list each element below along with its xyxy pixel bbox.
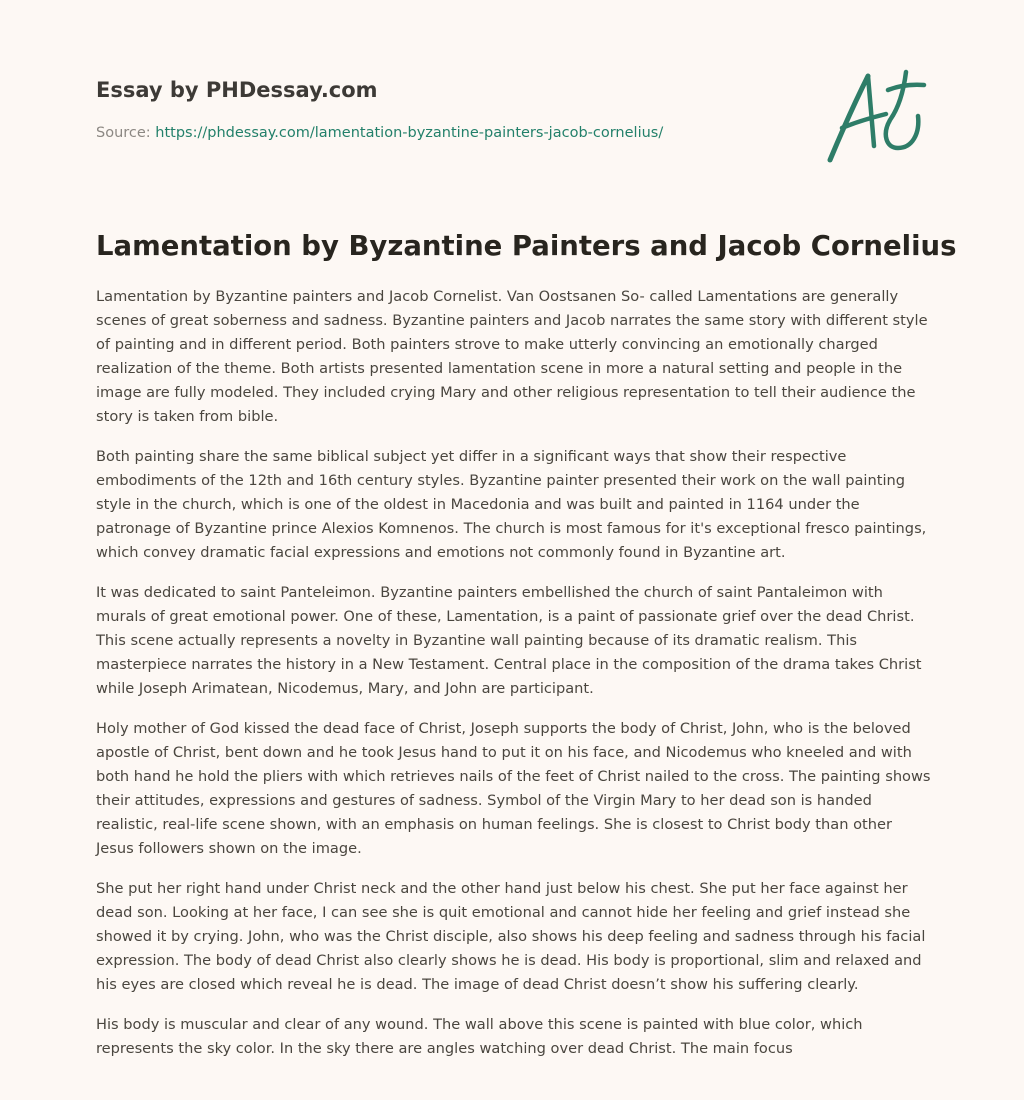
essay-paragraph: His body is muscular and clear of any wound. The wall above this scene is painted with blue color, which represents the sky color. In the sky there are angles watching over dead Christ. The main focus <box>96 1016 863 1057</box>
essay-body <box>96 285 932 1077</box>
essay-header <box>96 74 816 141</box>
site-brand: Essay by PHDessay.com <box>96 78 378 102</box>
essay-title: Lamentation by Byzantine Painters and Jacob Cornelius <box>96 230 957 262</box>
essay-paragraph: She put her right hand under Christ neck and the other hand just below his chest. She put her face against her dead son. Looking at her face, I can see she is quit emotional and cannot hide her feeling and grief instead she showed it by crying. John, who was the Christ disciple, also shows his deep feeling and sadness through his facial expression. The body of dead Christ also clearly shows he is dead. His body is proportional, slim and relaxed and his eyes are closed which reveal he is dead. The image of dead Christ doesn’t show his suffering clearly. <box>96 880 926 993</box>
a-plus-logo-icon <box>820 68 928 166</box>
essay-paragraph: Lamentation by Byzantine painters and Jacob Cornelist. Van Oostsanen So- called Lamentations are generally scenes of great soberness and sadness. Byzantine painters and Jacob narrates the same story with different style of painting and in different period. Both painters strove to make utterly convincing an emotionally charged realization of the theme. Both artists presented lamentation scene in more a natural setting and people in the image are fully modeled. They included crying Mary and other religious representation to tell their audience the story is taken from bible. <box>96 288 928 425</box>
source-label: Source: <box>96 125 151 141</box>
essay-paragraph: Both painting share the same biblical subject yet differ in a significant ways that show their respective embodiments of the 12th and 16th century styles. Byzantine painter presented their work on the wall painting style in the church, which is one of the oldest in Macedonia and was built and painted in 1164 under the patronage of Byzantine prince Alexios Komnenos. The church is most famous for it's exceptional fresco paintings, which convey dramatic facial expressions and emotions not commonly found in Byzantine art. <box>96 448 927 561</box>
essay-paragraph: Holy mother of God kissed the dead face of Christ, Joseph supports the body of Christ, John, who is the beloved apostle of Christ, bent down and he took Jesus hand to put it on his face, and Nicodemus who kneeled and with both hand he hold the pliers with which retrieves nails of the feet of Christ nailed to the cross. The painting shows their attitudes, expressions and gestures of sadness. Symbol of the Virgin Mary to her dead son is handed realistic, real-life scene shown, with an emphasis on human feelings. She is closest to Christ body than other Jesus followers shown on the image. <box>96 720 931 857</box>
source-line <box>96 124 663 142</box>
source-link[interactable]: https://phdessay.com/lamentation-byzantine-painters-jacob-cornelius/ <box>155 125 664 141</box>
essay-paragraph: It was dedicated to saint Panteleimon. Byzantine painters embellished the church of saint Pantaleimon with murals of great emotional power. One of these, Lamentation, is a paint of passionate grief over the dead Christ. This scene actually represents a novelty in Byzantine wall painting because of its dramatic realism. This masterpiece narrates the history in a New Testament. Central place in the composition of the drama takes Christ while Joseph Arimatean, Nicodemus, Mary, and John are participant. <box>96 584 922 697</box>
